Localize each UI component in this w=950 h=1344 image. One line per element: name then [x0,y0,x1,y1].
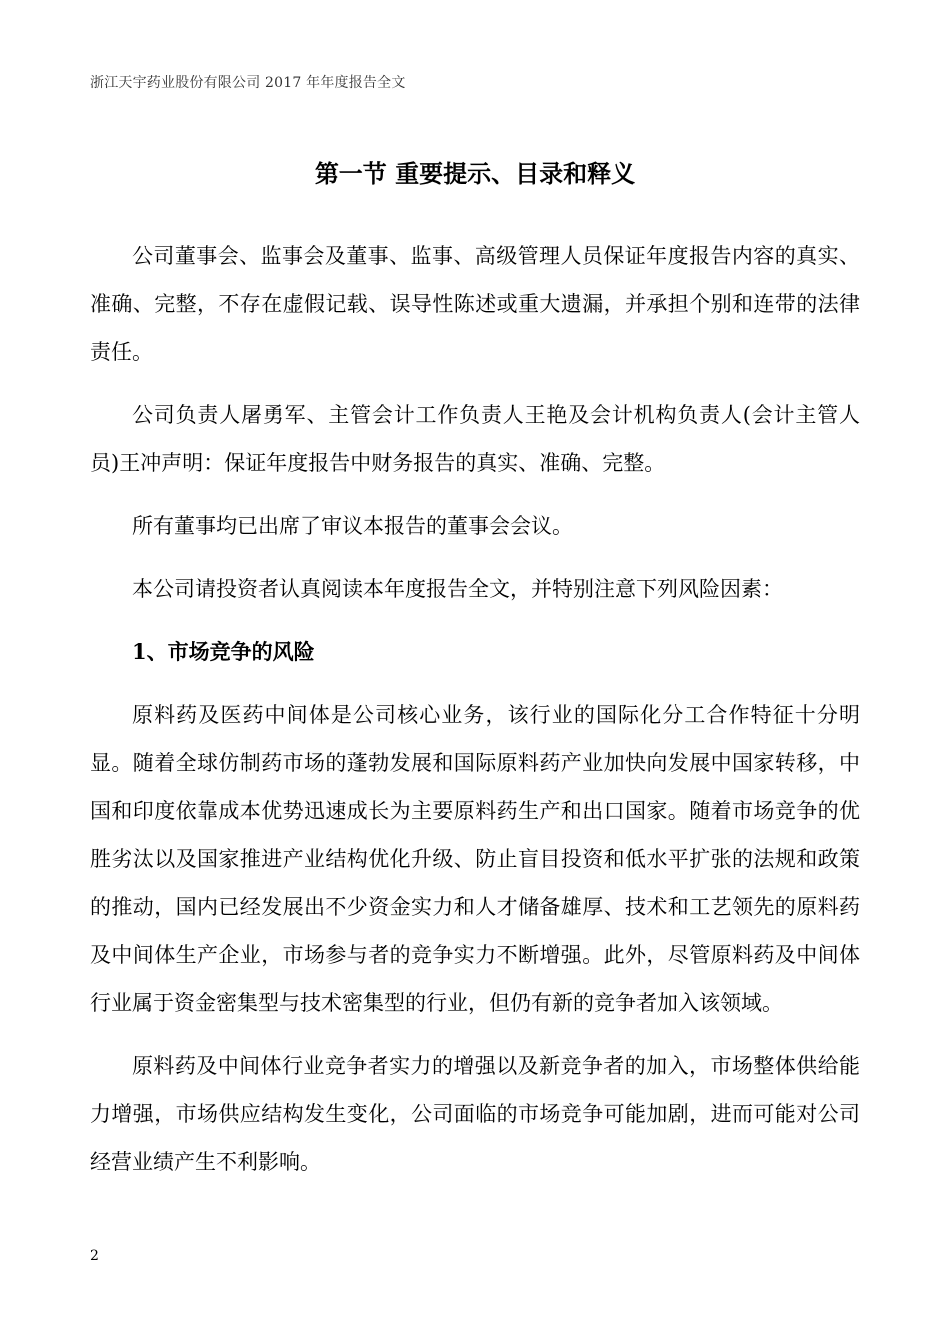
document-body [90,232,860,1201]
page-number: 2 [90,1248,99,1264]
paragraph-risk-intro: 本公司请投资者认真阅读本年度报告全文，并特别注意下列风险因素： [132,577,783,601]
paragraph-market-competition-detail: 原料药及医药中间体是公司核心业务，该行业的国际化分工合作特征十分明显。随着全球仿制药市场的蓬勃发展和国际原料药产业加快向发展中国家转移，中国和印度依靠成本优势迅速成长为主要原料药生产和出口国家。随着市场竞争的优胜劣汰以及国家推进产业结构优化升级、防止盲目投资和低水平扩张的法规和政策的推动，国内已经发展出不少资金实力和人才储备雄厚、技术和工艺领先的原料药及中间体生产企业，市场参与者的竞争实力不断增强。此外，尽管原料药及中间体行业属于资金密集型与技术密集型的行业，但仍有新的竞争者加入该领域。 [90,703,860,1015]
paragraph-financial-statement: 公司负责人屠勇军、主管会计工作负责人王艳及会计机构负责人(会计主管人员)王冲声明：保证年度报告中财务报告的真实、准确、完整。 [90,403,860,475]
risk-heading-market-competition: 1、市场竞争的风险 [132,639,315,664]
paragraph-board-attendance: 所有董事均已出席了审议本报告的董事会会议。 [132,514,573,538]
paragraph-responsibility-statement: 公司董事会、监事会及董事、监事、高级管理人员保证年度报告内容的真实、准确、完整，不存在虚假记载、误导性陈述或重大遗漏，并承担个别和连带的法律责任。 [90,244,860,364]
page-header: 浙江天宇药业股份有限公司 2017 年年度报告全文 [90,75,406,91]
paragraph-market-competition-impact: 原料药及中间体行业竞争者实力的增强以及新竞争者的加入，市场整体供给能力增强，市场供应结构发生变化，公司面临的市场竞争可能加剧，进而可能对公司经营业绩产生不利影响。 [90,1054,860,1174]
section-title: 第一节 重要提示、目录和释义 [314,159,636,188]
